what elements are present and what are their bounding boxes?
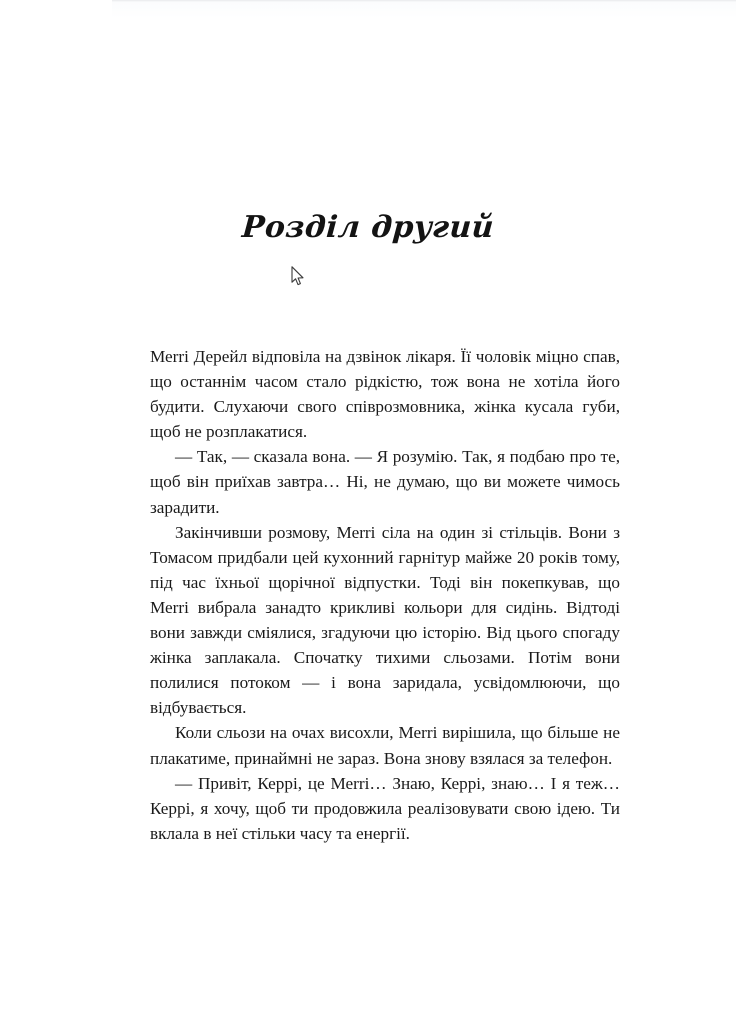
body-text-block	[150, 344, 620, 846]
chapter-title: Розділ другий	[240, 210, 496, 245]
paragraph: Коли сльози на очах висохли, Меrrі вирішила, що більше не плакатиме, принаймні не зараз. Вона знову взялася за телефон.	[150, 723, 620, 768]
page-top-tint-artifact	[112, 2, 736, 18]
paragraph: Меrrі Дерейл відповіла на дзвінок лікаря. Її чоловік міцно спав, що останнім часом стало рідкістю, тож вона не хотіла його будити. Слухаючи свого співрозмовника, жінка кусала губи, щоб не розплакатися.	[150, 347, 620, 442]
paragraph: Закінчивши розмову, Меrrі сіла на один зі стільців. Вони з Томасом придбали цей кухонний гарнітур майже 20 років тому, під час їхньої щорічної відпустки. Тоді він покепкував, що Меrrі вибрала занадто крикливі кольори для сидінь. Відтоді вони завжди сміялися, згадуючи цю історію. Від цього спогаду жінка заплакала. Спочатку тихими сльозами. Потім вони полилися потоком — і вона заридала, усвідомлюючи, що відбувається.	[150, 522, 620, 718]
paragraph: — Привіт, Керрі, це Меrrі… Знаю, Керрі, знаю… І я теж… Керрі, я хочу, щоб ти продовжила реалізовувати свою ідею. Ти вклала в неї стільки часу та енергії.	[150, 773, 620, 843]
mouse-arrow-cursor-icon	[291, 266, 305, 286]
paragraph: — Так, — сказала вона. — Я розумію. Так, я подбаю про те, щоб він приїхав завтра… Ні, не думаю, що ви можете чимось зарадити.	[150, 447, 620, 517]
